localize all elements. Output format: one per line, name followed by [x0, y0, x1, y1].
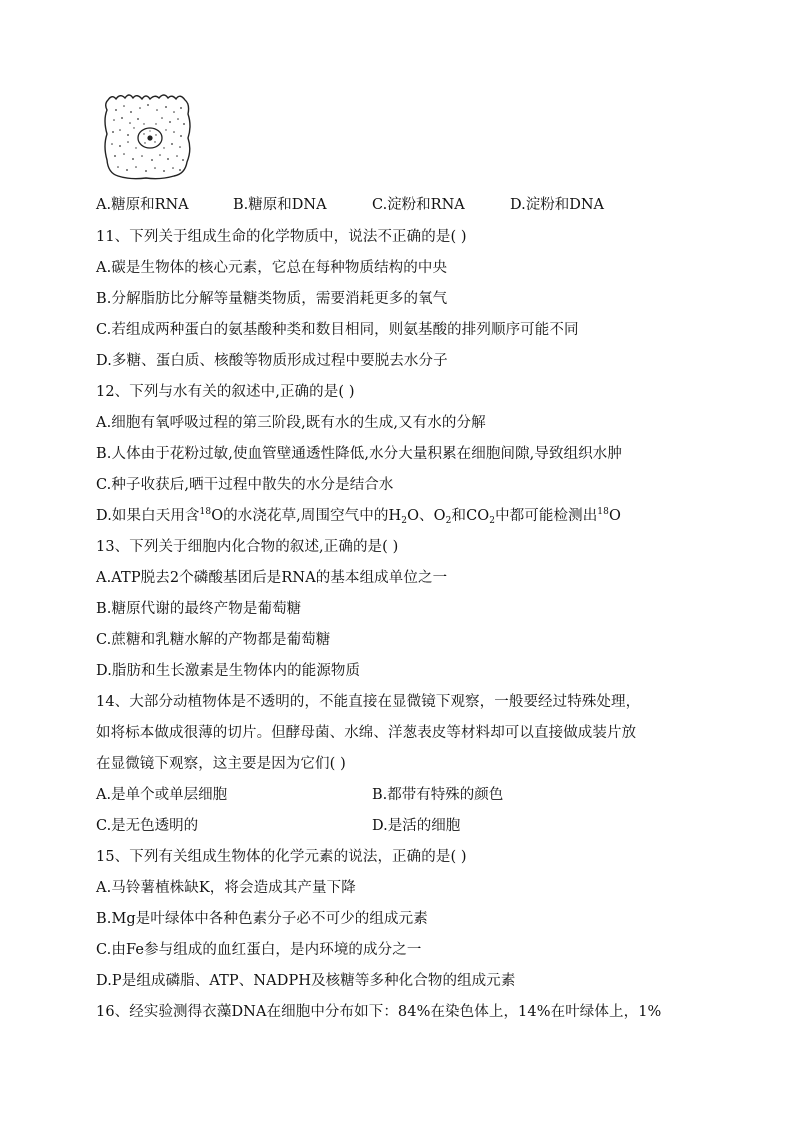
q15-stem: 15、下列有关组成生物体的化学元素的说法，正确的是( ) — [96, 849, 467, 865]
q11-option-d: D.多糖、蛋白质、核酸等物质形成过程中要脱去水分子 — [96, 353, 448, 369]
q11-stem: 11、下列关于组成生命的化学物质中，说法不正确的是( ) — [96, 229, 467, 245]
q14-option-a: A.是单个或单层细胞 — [96, 787, 228, 803]
q13-option-a: A.ATP脱去2个磷酸基团后是RNA的基本组成单位之一 — [96, 570, 448, 586]
q14-option-b: B.都带有特殊的颜色 — [372, 787, 504, 803]
q11-option-b: B.分解脂肪比分解等量糖类物质，需要消耗更多的氧气 — [96, 291, 448, 307]
q13-option-b: B.糖原代谢的最终产物是葡萄糖 — [96, 601, 302, 617]
q10-option-c: C.淀粉和RNA — [372, 197, 465, 213]
q14-stem-line-1: 14、大部分动植物体是不透明的，不能直接在显微镜下观察，一般要经过特殊处理， — [96, 694, 641, 710]
q15-option-d: D.P是组成磷脂、ATP、NADPH及核糖等多种化合物的组成元素 — [96, 973, 516, 989]
q11-option-c: C.若组成两种蛋白的氨基酸种类和数目相同，则氨基酸的排列顺序可能不同 — [96, 322, 579, 338]
q12-option-b: B.人体由于花粉过敏,使血管壁通透性降低,水分大量积累在细胞间隙,导致组织水肿 — [96, 446, 622, 462]
cell-illustration — [100, 90, 198, 182]
q14-stem-line-2: 如将标本做成很薄的切片。但酵母菌、水绵、洋葱表皮等材料却可以直接做成装片放 — [96, 725, 637, 741]
q12-stem: 12、下列与水有关的叙述中,正确的是( ) — [96, 384, 355, 400]
q12-option-d: D.如果白天用含$^{18}$O的水浇花草,周围空气中的$H_2O$、$O_2$和$CO_2$中都可能检测出$^{18}$O — [96, 507, 621, 526]
q14-stem-line-3: 在显微镜下观察，这主要是因为它们( ) — [96, 756, 346, 772]
q13-option-c: C.蔗糖和乳糖水解的产物都是葡萄糖 — [96, 632, 331, 648]
q12-option-a: A.细胞有氧呼吸过程的第三阶段,既有水的生成,又有水的分解 — [96, 415, 486, 431]
q16-stem-line-1: 16、经实验测得衣藻DNA在细胞中分布如下：84%在染色体上，14%在叶绿体上，1% — [96, 1004, 662, 1020]
q12-option-c: C.种子收获后,晒干过程中散失的水分是结合水 — [96, 477, 394, 493]
q10-option-b: B.糖原和DNA — [233, 197, 327, 213]
q15-option-a: A.马铃薯植株缺K，将会造成其产量下降 — [96, 880, 356, 896]
q10-option-d: D.淀粉和DNA — [510, 197, 605, 213]
q14-option-d: D.是活的细胞 — [372, 818, 461, 834]
q10-option-a: A.糖原和RNA — [96, 197, 189, 213]
q11-option-a: A.碳是生物体的核心元素，它总在每种物质结构的中央 — [96, 260, 448, 276]
q13-option-d: D.脂肪和生长激素是生物体内的能源物质 — [96, 663, 361, 679]
q14-option-c: C.是无色透明的 — [96, 818, 199, 834]
q15-option-b: B.Mg是叶绿体中各种色素分子必不可少的组成元素 — [96, 911, 428, 927]
q15-option-c: C.由Fe参与组成的血红蛋白，是内环境的成分之一 — [96, 942, 422, 958]
q13-stem: 13、下列关于细胞内化合物的叙述,正确的是( ) — [96, 539, 399, 555]
